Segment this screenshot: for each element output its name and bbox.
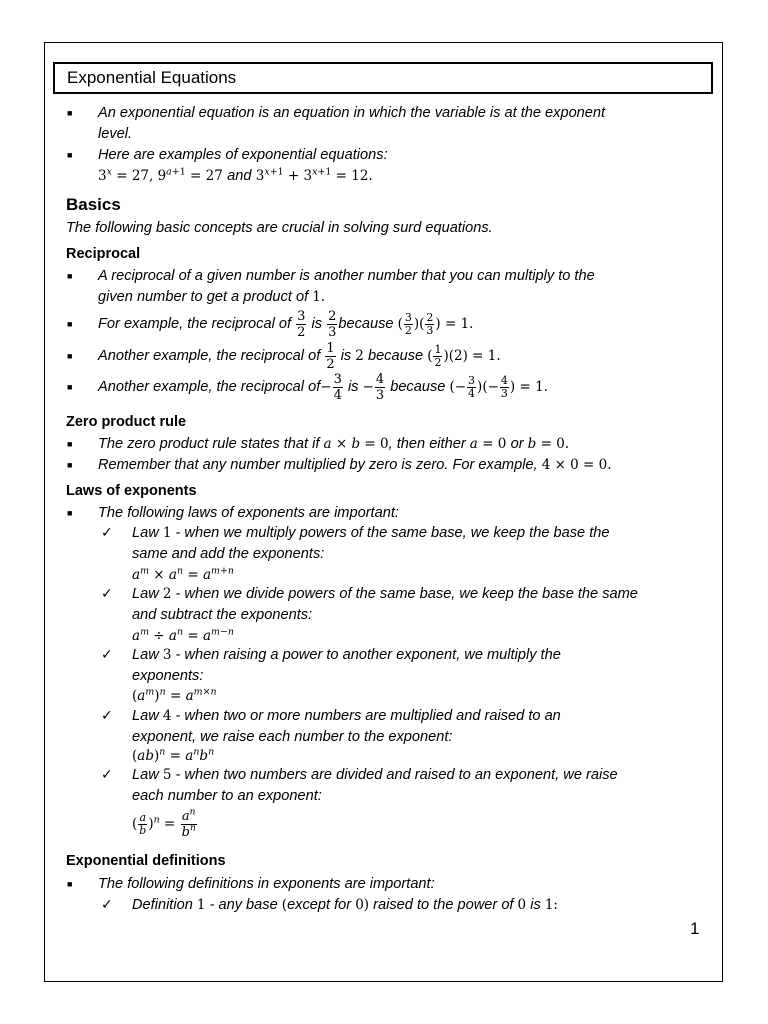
reciprocal-bullet-1-line-1: A reciprocal of a given number is another number that you can multiply to the xyxy=(98,268,595,284)
basics-intro: The following basic concepts are crucial in solving surd equations. xyxy=(66,220,493,236)
law-2-formula: $a^m \div a^n = a^{m-n}$ xyxy=(132,626,234,644)
zero-product-bullet-1: The zero product rule states that if a × b = 0, then either a = 0 or b = 0. xyxy=(98,436,570,452)
reciprocal-example-1: For example, the reciprocal of $\frac{3}{2}$ is $\frac{2}{3}$ because ( $\frac{3}{2}$ )( $\frac{2}{3}$ ) = 1. xyxy=(98,308,474,340)
intro-bullet-1-line-1: An exponential equation is an equation in which the variable is at the exponent xyxy=(98,105,606,121)
law-1-line-1: Law 1 - when we multiply powers of the same base, we keep the base the xyxy=(132,525,610,541)
definitions-heading: Exponential definitions xyxy=(66,853,226,869)
bullet: ■ xyxy=(67,319,73,329)
law-2-line-1: Law 2 - when we divide powers of the same base, we keep the base the same xyxy=(132,586,638,602)
bullet: ■ xyxy=(67,439,73,449)
reciprocal-example-2: Another example, the reciprocal of $\frac{1}{2}$ is 2 because ( $\frac{1}{2}$ )(2) = 1. xyxy=(98,340,501,372)
laws-heading: Laws of exponents xyxy=(66,483,197,499)
bullet: ■ xyxy=(67,351,73,361)
law-5-formula: ( $\frac{a}{b}$ )$^n$ = $\frac{a^n}{b^n}$ xyxy=(132,807,196,840)
law-3-line-1: Law 3 - when raising a power to another exponent, we multiply the xyxy=(132,647,561,663)
definitions-intro: The following definitions in exponents are important: xyxy=(98,876,435,892)
check-icon: ✓ xyxy=(101,767,113,783)
title-box xyxy=(53,62,713,94)
bullet: ■ xyxy=(67,460,73,470)
law-3-formula: $(a^m)^n = a^{m\times n}$ xyxy=(132,686,217,704)
reciprocal-example-3: Another example, the reciprocal of− $\frac{3}{4}$ is − $\frac{4}{3}$ because (− $\frac{3}{4}$ )(− $\frac{4}{3}$ ) = 1. xyxy=(98,371,548,403)
bullet: ■ xyxy=(67,879,73,889)
basics-heading: Basics xyxy=(66,195,121,214)
intro-bullet-2: Here are examples of exponential equations: xyxy=(98,147,388,163)
example-equations: $3^x = 27$, $9^{a+1} = 27$ and $3^{x+1} + 3^{x+1} = 12$. xyxy=(98,166,373,184)
definition-1: Definition 1 - any base (except for 0) raised to the power of 0 is 1: xyxy=(132,897,558,913)
reciprocal-bullet-1-line-2: given number to get a product of 1. xyxy=(98,289,326,305)
bullet: ■ xyxy=(67,108,73,118)
law-5-line-1: Law 5 - when two numbers are divided and raised to an exponent, we raise xyxy=(132,767,618,783)
bullet: ■ xyxy=(67,508,73,518)
check-icon: ✓ xyxy=(101,897,113,913)
law-4-line-1: Law 4 - when two or more numbers are multiplied and raised to an xyxy=(132,708,561,724)
bullet: ■ xyxy=(67,271,73,281)
law-3-line-2: exponents: xyxy=(132,668,204,684)
law-4-line-2: exponent, we raise each number to the exponent: xyxy=(132,729,453,745)
page-number: 1 xyxy=(690,919,700,938)
law-5-line-2: each number to an exponent: xyxy=(132,788,322,804)
check-icon: ✓ xyxy=(101,586,113,602)
page-title: Exponential Equations xyxy=(67,68,237,87)
reciprocal-heading: Reciprocal xyxy=(66,246,141,262)
zero-product-heading: Zero product rule xyxy=(66,414,187,430)
check-icon: ✓ xyxy=(101,525,113,541)
check-icon: ✓ xyxy=(101,708,113,724)
bullet: ■ xyxy=(67,382,73,392)
check-icon: ✓ xyxy=(101,647,113,663)
bullet: ■ xyxy=(67,150,73,160)
law-1-formula: $a^m \times a^n = a^{m+n}$ xyxy=(132,565,234,583)
laws-intro: The following laws of exponents are important: xyxy=(98,505,399,521)
law-4-formula: $(ab)^n = a^nb^n$ xyxy=(132,746,215,764)
law-2-line-2: and subtract the exponents: xyxy=(132,607,313,623)
law-1-line-2: same and add the exponents: xyxy=(132,546,325,562)
zero-product-bullet-2: Remember that any number multiplied by zero is zero. For example, 4 × 0 = 0. xyxy=(98,457,612,473)
intro-bullet-1-line-2: level. xyxy=(98,126,133,142)
